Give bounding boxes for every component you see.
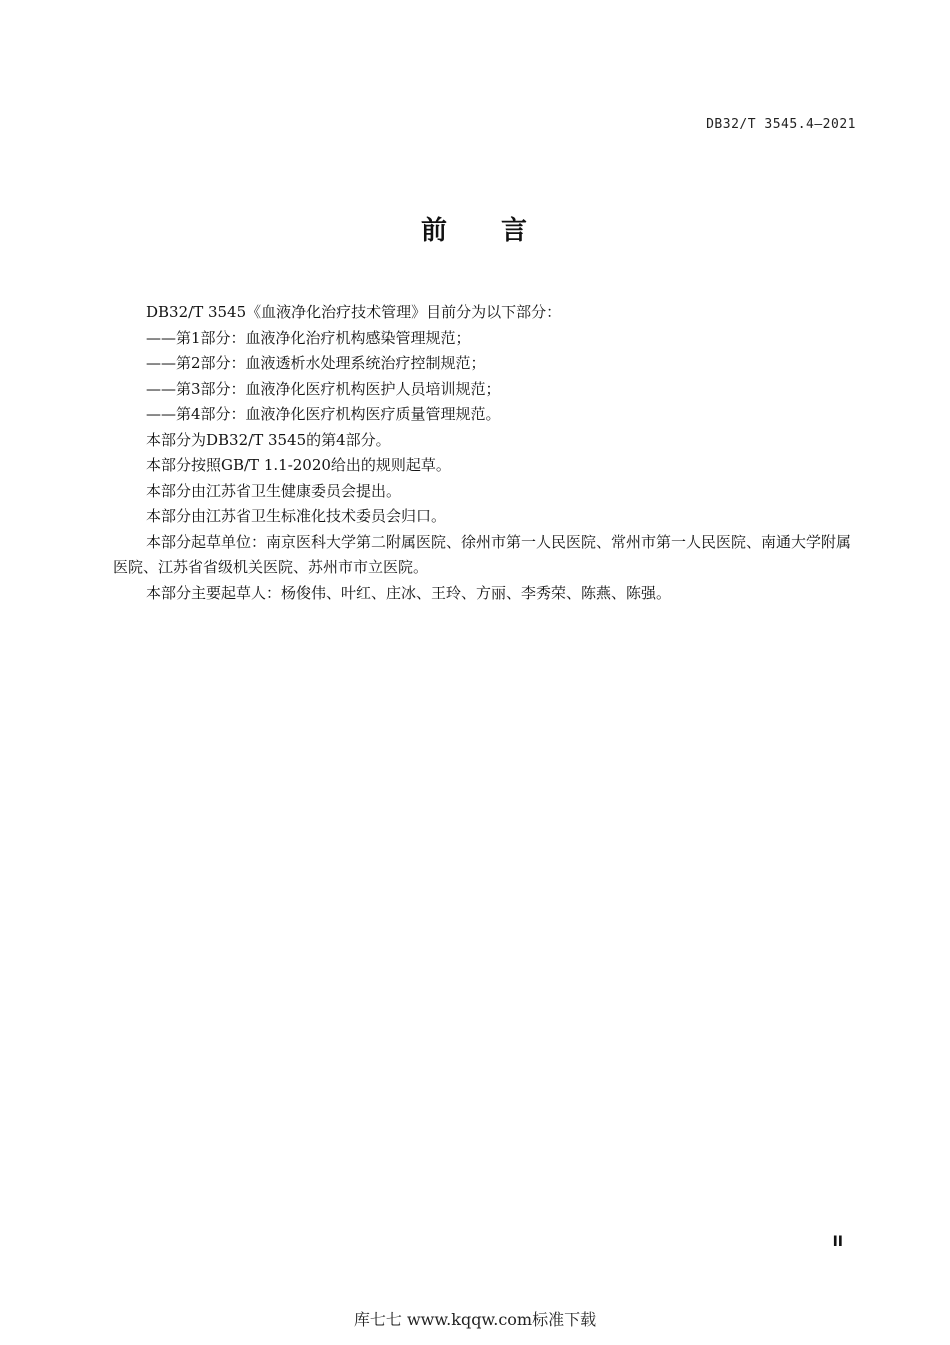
paragraph-committee: 本部分由江苏省卫生标准化技术委员会归口。 <box>146 507 447 525</box>
download-watermark: 库七七 www.kqqw.com标准下载 <box>353 1310 597 1329</box>
foreword-body <box>113 300 863 606</box>
paragraph-intro: DB32/T 3545《血液净化治疗技术管理》目前分为以下部分： <box>146 303 562 321</box>
list-item-part-2: ——第2部分：血液透析水处理系统治疗控制规范； <box>146 354 486 372</box>
paragraph-drafting-rules: 本部分按照GB/T 1.1-2020给出的规则起草。 <box>146 456 451 474</box>
title-char-1: 前 <box>420 216 449 246</box>
paragraph-drafters: 本部分主要起草人：杨俊伟、叶红、庄冰、王玲、方丽、李秀荣、陈燕、陈强。 <box>146 583 672 602</box>
paragraph-part-statement: 本部分为DB32/T 3545的第4部分。 <box>146 430 391 449</box>
list-item-part-1: ——第1部分：血液净化治疗机构感染管理规范； <box>146 328 471 347</box>
page-title <box>0 210 950 247</box>
page-number: II <box>832 1234 843 1250</box>
paragraph-drafting-units: 本部分起草单位：南京医科大学第二附属医院、徐州市第一人民医院、常州市第一人民医院、南通大学附属医院、江苏省省级机关医院、苏州市市立医院。 <box>113 532 852 576</box>
list-item-part-4: ——第4部分：血液净化医疗机构医疗质量管理规范。 <box>146 405 501 423</box>
paragraph-proposer: 本部分由江苏省卫生健康委员会提出。 <box>146 481 402 500</box>
title-char-2: 言 <box>501 216 530 246</box>
list-item-part-3: ——第3部分：血液净化医疗机构医护人员培训规范； <box>146 379 501 398</box>
document-code: DB32/T 3545.4—2021 <box>706 117 856 132</box>
